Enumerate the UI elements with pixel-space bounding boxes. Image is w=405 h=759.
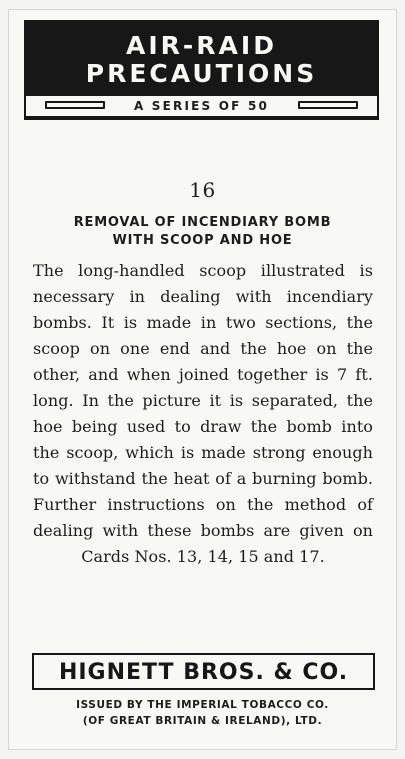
subject-line-2: WITH SCOOP AND HOE <box>112 233 293 248</box>
series-header <box>24 20 379 120</box>
header-title-line-2: PRECAUTIONS <box>85 59 318 88</box>
issuer-line-1: ISSUED BY THE IMPERIAL TOBACCO CO. <box>76 699 329 711</box>
series-banner <box>26 96 377 116</box>
series-count: A SERIES OF 50 <box>133 99 270 113</box>
card-description <box>33 258 373 570</box>
right-decorative-rule <box>298 101 358 109</box>
card-number: 16 <box>189 178 216 202</box>
card-subject <box>23 214 382 250</box>
issuer-line-2: (OF GREAT BRITAIN & IRELAND), LTD. <box>82 715 323 727</box>
manufacturer-name: HIGNETT BROS. & CO. <box>58 660 349 685</box>
subject-line-1: REMOVAL OF INCENDIARY BOMB <box>73 215 332 230</box>
header-title-line-1: AIR-RAID <box>126 31 277 60</box>
description-paragraph: The long-handled scoop illustrated is necessary in dealing with incendiary bombs. It is made in two sections, the scoop on one end and the hoe on the other, and when joined together is 7 ft. long. In the picture it is separated, the hoe being used to draw the bomb into the scoop, which is made strong enough to withstand the heat of a burning bomb. Further instructions on the method of dealing with these bombs are given on Cards Nos. 13, 14, 15 and 17. <box>33 261 373 566</box>
manufacturer-box <box>32 653 375 690</box>
